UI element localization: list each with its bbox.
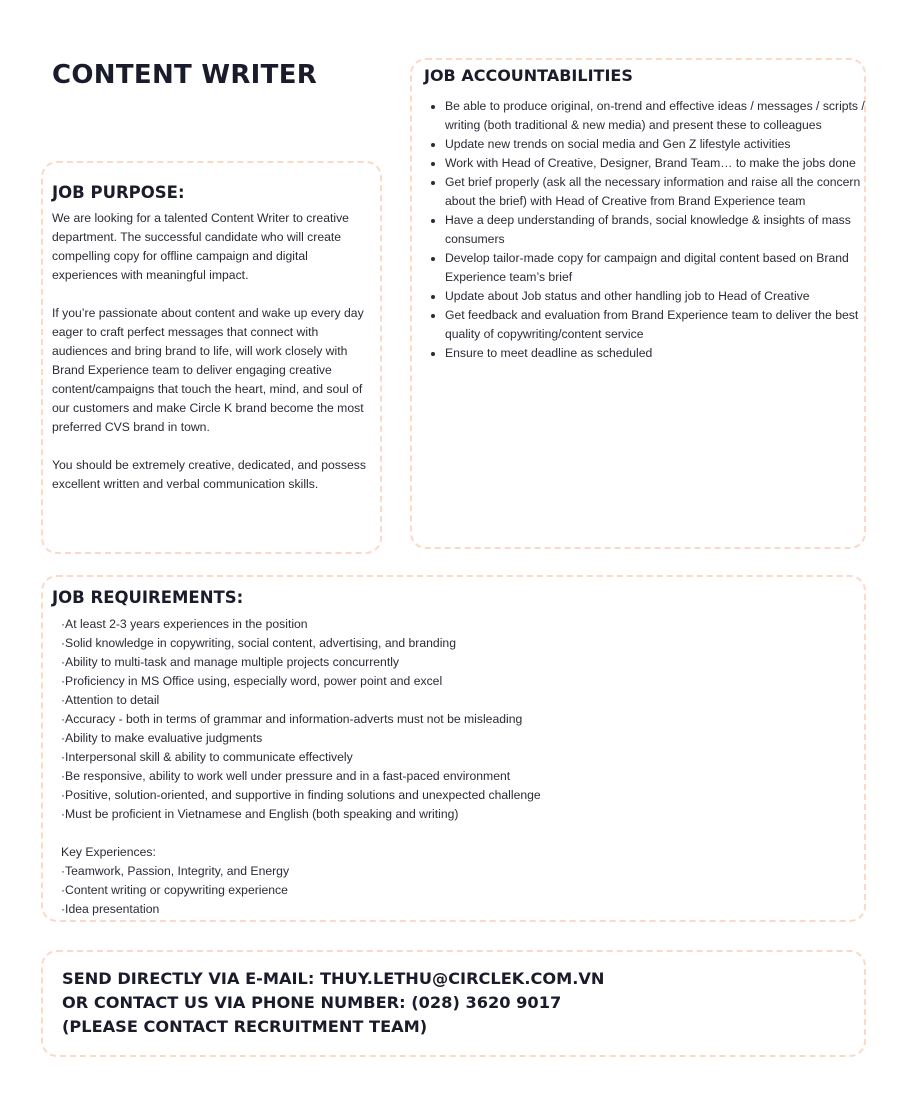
accountability-item: • Update new trends on social media and Gen Z lifestyle activities [445, 135, 881, 154]
purpose-paragraph: If you’re passionate about content and wake up every day eager to craft perfect messages that connect with audiences and bring brand to life, will work closely with Brand Experience team to deliver engaging creative content/campaigns that touch the heart, mind, and soul of our customers and make Circle K brand become the most preferred CVS brand in town. [52, 306, 364, 434]
requirement-item: ·Must be proficient in Vietnamese and English (both speaking and writing) [61, 807, 459, 821]
requirement-item: ·At least 2-3 years experiences in the position [61, 617, 308, 631]
accountability-item: • Ensure to meet deadline as scheduled [445, 344, 881, 363]
accountability-item: • Be able to produce original, on-trend and effective ideas / messages / scripts / writing (both traditional & new media) and present these to colleagues [445, 97, 881, 135]
contact-note-line: (PLEASE CONTACT RECRUITMENT TEAM) [62, 1017, 428, 1036]
accountability-item: • Develop tailor-made copy for campaign and digital content based on Brand Experience team’s brief [445, 249, 881, 287]
accountability-item: • Work with Head of Creative, Designer, Brand Team… to make the jobs done [445, 154, 881, 173]
accountability-item: • Get brief properly (ask all the necessary information and raise all the concern about the brief) with Head of Creative from Brand Experience team [445, 173, 881, 211]
key-experience-item: ·Content writing or copywriting experience [61, 883, 288, 897]
accountability-item: • Update about Job status and other handling job to Head of Creative [445, 287, 881, 306]
accountability-item: • Have a deep understanding of brands, social knowledge & insights of mass consumers [445, 211, 881, 249]
contact-phone-line[interactable]: OR CONTACT US VIA PHONE NUMBER: (028) 3620 9017 [62, 993, 562, 1012]
requirements-list [61, 615, 821, 824]
requirement-item: ·Positive, solution-oriented, and supportive in finding solutions and unexpected challenge [61, 788, 541, 802]
requirement-item: ·Proficiency in MS Office using, especially word, power point and excel [61, 674, 443, 688]
page-title: CONTENT WRITER [52, 60, 318, 90]
requirement-item: ·Ability to multi-task and manage multiple projects concurrently [61, 655, 400, 669]
contact-info [62, 967, 852, 1039]
key-experience-item: ·Teamwork, Passion, Integrity, and Energy [61, 864, 290, 878]
key-experiences-title: Key Experiences: [61, 845, 156, 859]
job-purpose-text [52, 209, 372, 513]
requirement-item: ·Solid knowledge in copywriting, social content, advertising, and branding [61, 636, 456, 650]
job-accountabilities-heading: JOB ACCOUNTABILITIES [424, 66, 633, 85]
requirement-item: ·Accuracy - both in terms of grammar and information-adverts must not be misleading [61, 712, 523, 726]
accountabilities-list [424, 97, 881, 363]
key-experiences-list [61, 862, 289, 919]
purpose-paragraph: We are looking for a talented Content Writer to creative department. The successful candidate who will create compelling copy for offline campaign and digital experiences with meaningful impact. [52, 211, 349, 282]
purpose-paragraph: You should be extremely creative, dedicated, and possess excellent written and verbal communication skills. [52, 458, 366, 491]
key-experience-item: ·Idea presentation [61, 902, 160, 916]
requirement-item: ·Be responsive, ability to work well under pressure and in a fast-paced environment [61, 769, 511, 783]
accountability-item: • Get feedback and evaluation from Brand Experience team to deliver the best quality of copywriting/content service [445, 306, 881, 344]
requirement-item: ·Ability to make evaluative judgments [61, 731, 263, 745]
job-requirements-heading: JOB REQUIREMENTS: [52, 588, 244, 607]
requirement-item: ·Interpersonal skill & ability to communicate effectively [61, 750, 353, 764]
job-purpose-heading: JOB PURPOSE: [52, 183, 185, 202]
contact-email-line[interactable]: SEND DIRECTLY VIA E-MAIL: THUY.LETHU@CIRCLEK.COM.VN [62, 969, 605, 988]
requirement-item: ·Attention to detail [61, 693, 160, 707]
